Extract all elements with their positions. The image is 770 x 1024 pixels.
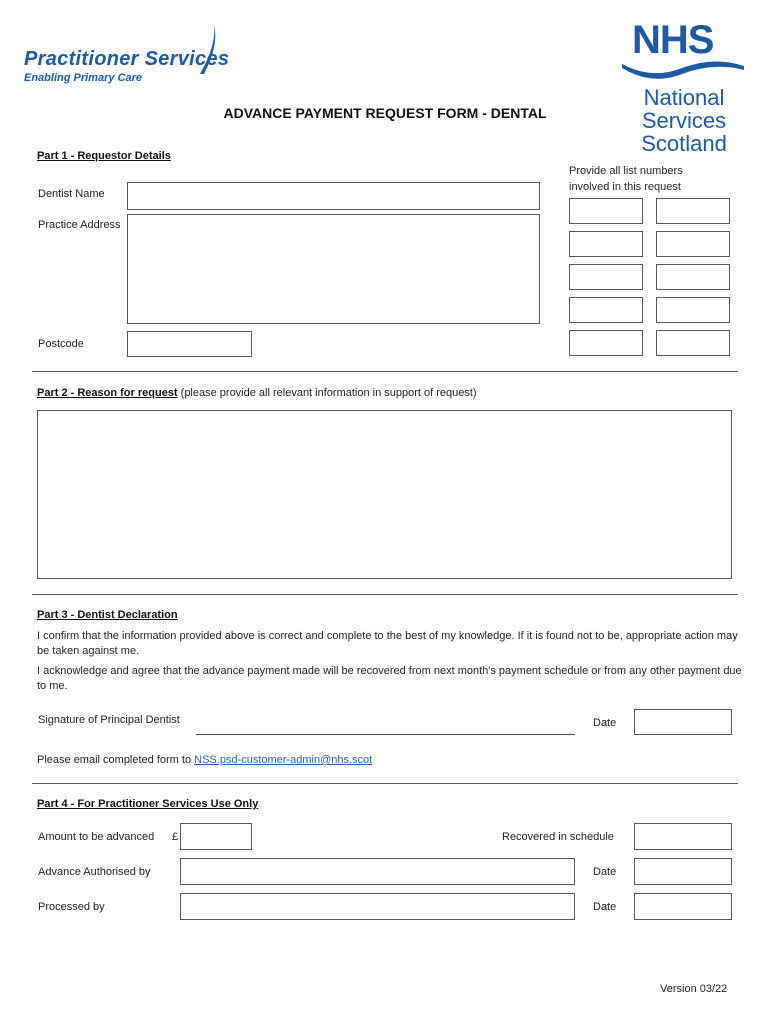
list-numbers-note-line1: Provide all list numbers (569, 165, 683, 177)
practice-address-label: Practice Address (38, 219, 121, 231)
recovered-label: Recovered in schedule (502, 831, 614, 843)
declaration-date-field[interactable] (634, 709, 732, 735)
postcode-field[interactable] (127, 331, 252, 357)
authorised-label: Advance Authorised by (38, 866, 151, 878)
part2-note: (please provide all relevant information in support of request) (177, 387, 477, 399)
declaration-date-label: Date (593, 717, 617, 729)
list-number-field[interactable] (569, 231, 643, 257)
part1-heading: Part 1 - Requestor Details (37, 150, 171, 162)
list-number-field[interactable] (656, 198, 730, 224)
authorised-date-label: Date (593, 866, 617, 878)
section-divider (32, 783, 738, 784)
processed-date-field[interactable] (634, 893, 732, 920)
part2-heading-line (37, 387, 477, 399)
list-number-field[interactable] (569, 198, 643, 224)
recovered-schedule-field[interactable] (634, 823, 732, 850)
ps-logo-tagline: Enabling Primary Care (24, 72, 142, 84)
part3-heading: Part 3 - Dentist Declaration (37, 609, 178, 621)
nhs-wordmark: NHS (632, 18, 714, 62)
list-number-field[interactable] (656, 231, 730, 257)
reason-for-request-field[interactable] (37, 410, 732, 579)
currency-symbol: £ (172, 831, 179, 843)
processed-label: Processed by (38, 901, 105, 913)
amount-label: Amount to be advanced (38, 831, 155, 843)
list-number-field[interactable] (569, 264, 643, 290)
nss-name: National Services Scotland (641, 85, 727, 156)
version-label: Version 03/22 (660, 983, 728, 995)
signature-label: Signature of Principal Dentist (38, 714, 180, 726)
list-number-field[interactable] (569, 297, 643, 323)
list-number-field[interactable] (656, 264, 730, 290)
list-number-field[interactable] (569, 330, 643, 356)
list-number-field[interactable] (656, 330, 730, 356)
form-title: ADVANCE PAYMENT REQUEST FORM - DENTAL (223, 105, 547, 121)
part2-heading: Part 2 - Reason for request (37, 387, 178, 399)
email-link[interactable]: NSS.psd-customer-admin@nhs.scot (194, 754, 373, 766)
dentist-name-field[interactable] (127, 182, 540, 210)
processed-date-label: Date (593, 901, 617, 913)
practice-address-field[interactable] (127, 214, 540, 324)
part4-heading: Part 4 - For Practitioner Services Use Only (37, 798, 259, 810)
swoosh-icon (620, 58, 746, 84)
signature-line[interactable] (196, 734, 575, 735)
section-divider (32, 371, 738, 372)
amount-field[interactable] (180, 823, 252, 850)
ps-logo-name: Practitioner Services (24, 48, 230, 70)
email-instruction: Please email completed form to NSS.psd-customer-admin@nhs.scot (37, 754, 373, 766)
processed-by-field[interactable] (180, 893, 575, 920)
postcode-label: Postcode (38, 338, 84, 350)
section-divider (32, 594, 738, 595)
authorised-by-field[interactable] (180, 858, 575, 885)
declaration-paragraph-2: I acknowledge and agree that the advance payment made will be recovered from next month's payment schedule or from any other payment due to me. (37, 665, 742, 692)
declaration-paragraph-1: I confirm that the information provided above is correct and complete to the best of my knowledge. If it is found not to be, appropriate action may be taken against me. (37, 630, 738, 657)
authorised-date-field[interactable] (634, 858, 732, 885)
list-number-field[interactable] (656, 297, 730, 323)
list-numbers-note-line2: involved in this request (569, 181, 681, 193)
dentist-name-label: Dentist Name (38, 188, 105, 200)
